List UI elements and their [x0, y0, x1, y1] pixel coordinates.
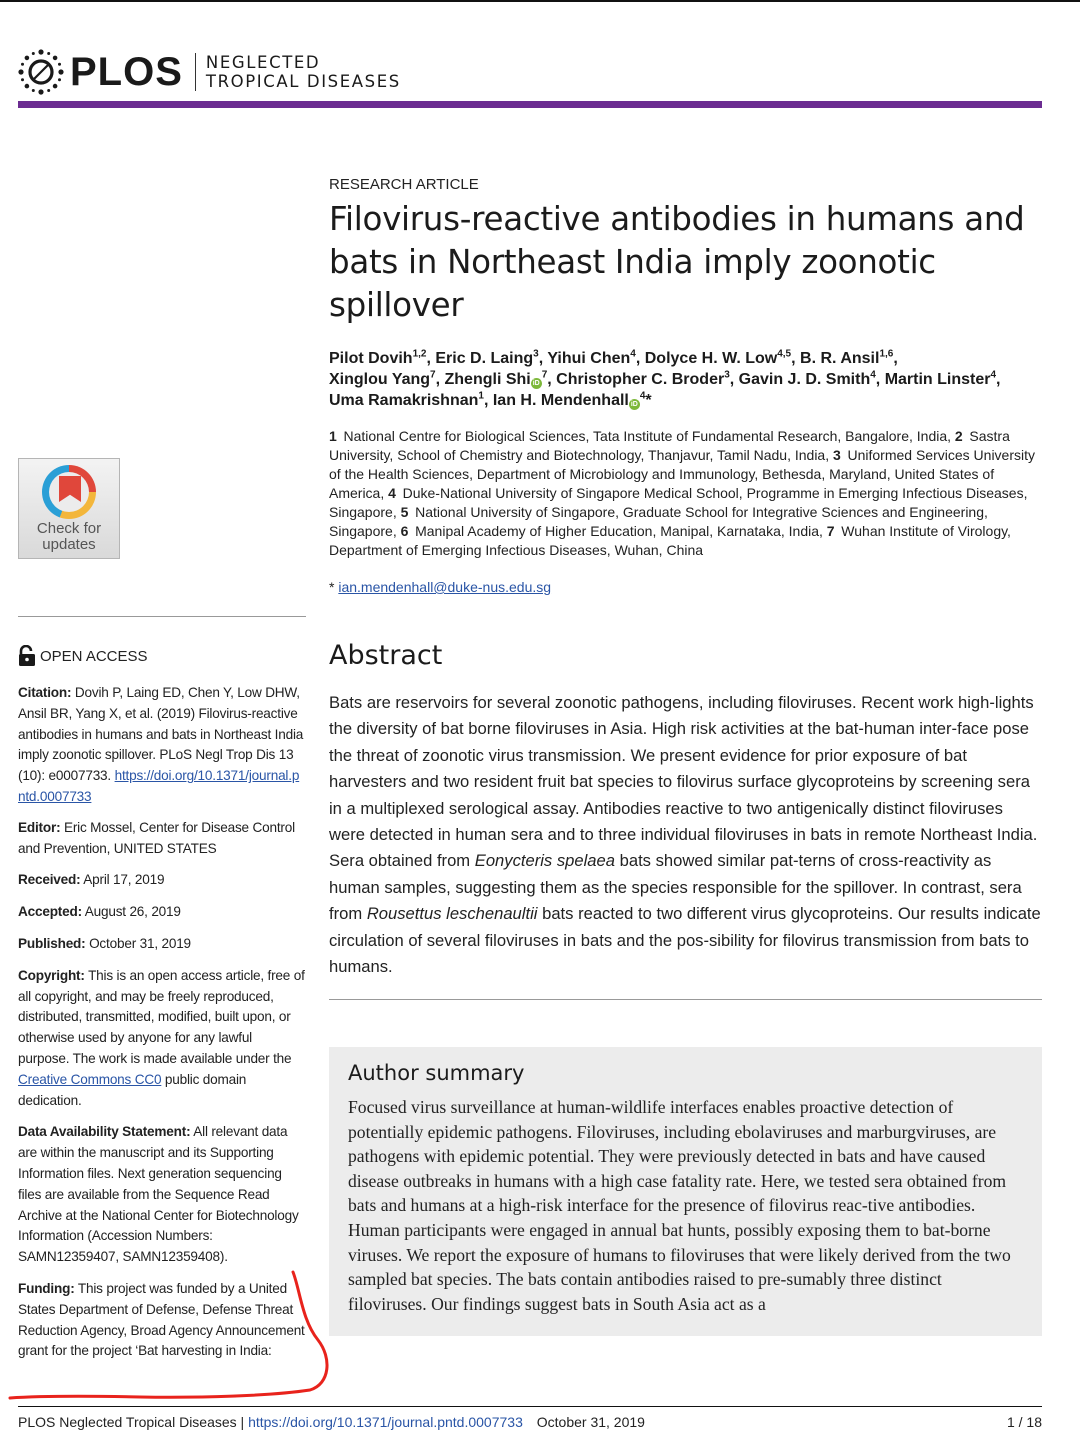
- logo-divider: [195, 53, 196, 91]
- footer-date: October 31, 2019: [536, 1414, 645, 1430]
- author-name[interactable]: Martin Linster: [884, 371, 991, 388]
- author: [556, 371, 738, 388]
- orcid-icon[interactable]: iD: [630, 401, 638, 408]
- correspondence-marker: *: [329, 579, 335, 595]
- publisher-name: PLOS: [70, 49, 183, 94]
- affiliation-text: Wuhan Institute of Virology, Department of Emerging Infectious Diseases, Wuhan, China: [329, 523, 1011, 558]
- author-separator: ,: [426, 350, 436, 367]
- orcid-icon[interactable]: iD: [532, 380, 540, 387]
- affiliation-number: 1: [329, 428, 337, 444]
- affiliation-text: Manipal Academy of Higher Education, Manipal, Karnataka, India,: [415, 523, 823, 539]
- affiliation-ref: 4: [990, 369, 997, 381]
- sidebar-divider: [18, 616, 306, 617]
- affiliation-text: Uniformed Services University of the Health Sciences, Department of Microbiology and Immunology, Bethesda, Maryland, United States of America,: [329, 447, 1035, 501]
- author: [435, 350, 547, 367]
- abstract-heading: Abstract: [329, 640, 443, 671]
- affiliation-ref: 7: [541, 369, 548, 381]
- affiliation-ref: 3: [533, 348, 539, 360]
- journal-logo[interactable]: [18, 44, 401, 100]
- author-separator: ,: [538, 350, 548, 367]
- author-name[interactable]: Dolyce H. W. Low: [644, 350, 778, 367]
- page-footer: [18, 1414, 1042, 1430]
- author-name[interactable]: Yihui Chen: [547, 350, 631, 367]
- author-name[interactable]: Christopher C. Broder: [556, 371, 725, 388]
- editor-block: Editor: Eric Mossel, Center for Disease Control and Prevention, UNITED STATES: [18, 819, 295, 856]
- author-separator: ,: [483, 392, 493, 409]
- top-border: [0, 0, 1080, 2]
- author-separator: ,: [435, 371, 445, 388]
- affiliation-ref: 1,6: [879, 348, 894, 360]
- affiliation: [329, 428, 955, 444]
- author: [329, 392, 493, 409]
- affiliation-ref: 1,2: [412, 348, 427, 360]
- author-summary-heading: Author summary: [348, 1061, 525, 1085]
- open-access-label: [18, 645, 148, 667]
- footer-divider: [18, 1406, 1042, 1407]
- author: [547, 350, 644, 367]
- author: [329, 371, 445, 388]
- affiliation-number: 4: [388, 485, 396, 501]
- abstract-divider: [329, 999, 1042, 1000]
- author-name[interactable]: Zhengli Shi: [444, 371, 531, 388]
- affiliation-text: National University of Singapore, Graduate School for Integrative Sciences and Engineering, Singapore,: [329, 504, 988, 539]
- author: [645, 350, 800, 367]
- open-lock-icon: [18, 645, 36, 667]
- citation-block: Citation: Dovih P, Laing ED, Chen Y, Low DHW, Ansil BR, Yang X, et al. (2019) Filovirus-reactive antibodies in humans and bats in Northeast India imply zoonotic spillover. PLoS Negl Trop Dis 13 (10): e0007733. https://doi.org/10.1371/journal.pntd.0007733: [18, 685, 304, 804]
- funding-block: Funding: This project was funded by a United States Department of Defense, Defense Threat Reduction Agency, Broad Agency Announcement grant for the project ‘Bat harvesting in India:: [18, 1280, 305, 1359]
- author-name[interactable]: B. R. Ansil: [800, 350, 880, 367]
- author-summary-box: [329, 1047, 1042, 1336]
- affiliation-ref: 4,5: [777, 348, 792, 360]
- author-name[interactable]: Xinglou Yang: [329, 371, 431, 388]
- affiliation-ref: 7: [430, 369, 436, 381]
- red-pen-annotation: [0, 1260, 340, 1410]
- affiliation: [401, 523, 827, 539]
- affiliation-text: Sastra University, School of Chemistry and Biotechnology, Thanjavur, Tamil Nadu, India,: [329, 428, 1010, 463]
- journal-name: [206, 53, 401, 91]
- author: [885, 371, 1001, 388]
- affiliation-ref: 3: [724, 369, 730, 381]
- affiliation-number: 2: [954, 428, 963, 444]
- footer-journal: PLOS Neglected Tropical Diseases |: [18, 1414, 245, 1430]
- article-title: Filovirus-reactive antibodies in humans and bats in Northeast India imply zoonotic spillover: [329, 200, 1025, 324]
- journal-name-line1: NEGLECTED: [205, 53, 321, 72]
- author-name[interactable]: Uma Ramakrishnan: [329, 392, 479, 409]
- data-availability-block: Data Availability Statement: All relevant data are within the manuscript and its Supporting Information files. Next generation sequencing files are available from the Sequence Read Archive at the National Center for Biotechnology Information (Accession Numbers: SAMN12359407, SAMN12359408).: [18, 1124, 299, 1265]
- check-for-updates-badge[interactable]: [18, 458, 120, 559]
- affiliation-text: Duke-National University of Singapore Medical School, Programme in Emerging Infectious Diseases, Singapore,: [329, 485, 1028, 520]
- check-for-updates-label: Check for updates: [36, 520, 102, 553]
- citation-doi-link[interactable]: https://doi.org/10.1371/journal.pntd.0007733: [18, 768, 300, 804]
- affiliation-number: 7: [826, 523, 835, 539]
- affiliation-number: 3: [833, 447, 841, 463]
- received-date: Received: April 17, 2019: [18, 872, 165, 888]
- author: [445, 371, 557, 388]
- author-separator: ,: [729, 371, 739, 388]
- journal-color-bar: [18, 101, 1042, 108]
- published-date: Published: October 31, 2019: [18, 935, 191, 951]
- corresponding-email: [329, 579, 551, 595]
- author: [493, 392, 652, 409]
- author-name[interactable]: Ian H. Mendenhall: [492, 392, 629, 409]
- author-separator: ,: [875, 371, 885, 388]
- author: [800, 350, 898, 367]
- email-link[interactable]: ian.mendenhall@duke-nus.edu.sg: [338, 579, 552, 595]
- journal-name-line2: TROPICAL DISEASES: [205, 72, 401, 91]
- author: [329, 350, 435, 367]
- footer-doi-link[interactable]: https://doi.org/10.1371/journal.pntd.0007733: [248, 1414, 523, 1430]
- accepted-date: Accepted: August 26, 2019: [18, 904, 181, 920]
- creative-commons-link[interactable]: Creative Commons CC0: [18, 1071, 162, 1087]
- affiliation-ref: 4: [870, 369, 876, 381]
- article-type: RESEARCH ARTICLE: [329, 176, 479, 193]
- author-separator: *: [645, 392, 652, 409]
- affiliation-ref: 4: [639, 390, 646, 402]
- affiliation-ref: 4: [630, 348, 636, 360]
- species-name: Rousettus leschenaultii: [366, 904, 538, 924]
- species-name: Eonycteris spelaea: [474, 851, 615, 871]
- affiliation-number: 5: [400, 504, 409, 520]
- author-name[interactable]: Gavin J. D. Smith: [738, 371, 871, 388]
- author: [739, 371, 885, 388]
- plos-burst-icon: [18, 49, 64, 95]
- affiliation-number: 6: [400, 523, 409, 539]
- page-number: 1 / 18: [1006, 1414, 1042, 1430]
- author-list: [329, 348, 1049, 411]
- author-name[interactable]: Eric D. Laing: [435, 350, 534, 367]
- author-separator: ,: [547, 371, 557, 388]
- open-access-text: OPEN ACCESS: [40, 647, 148, 665]
- author-separator: ,: [791, 350, 801, 367]
- author-separator: ,: [996, 371, 1001, 388]
- abstract-text: Bats are reservoirs for several zoonotic pathogens, including filoviruses. Recent work high-lights the diversity of bat borne filoviruses in Asia. High risk activities at the bat-human inter-face pose the threat of zoonotic virus transmission. We present evidence for prior exposure of bat harvesters and two resident fruit bat species to filovirus surface glycoproteins by screening sera in a multiplexed serological assay. Antibodies reactive to two antigenically distinct filoviruses were detected in human sera and to three individual filoviruses in bats in remote Northeast India. Sera obtained from Eonycteris spelaea bats showed similar pat-terns of cross-reactivity as human samples, suggesting them as the species responsible for the spillover. In contrast, sera from Rousettus leschenaultii bats reacted to two different virus glycoproteins. Our results indicate circulation of several filoviruses in bats and the pos-sibility for filovirus transmission from bats to humans.: [329, 693, 1041, 977]
- affiliation-text: National Centre for Biological Sciences, Tata Institute of Fundamental Research, Bangalore, India,: [343, 428, 952, 444]
- affiliation-ref: 1: [478, 390, 484, 402]
- affiliation-list: [329, 427, 1044, 560]
- author-separator: ,: [893, 350, 898, 367]
- copyright-block: Copyright: This is an open access article, free of all copyright, and may be freely reproduced, distributed, transmitted, modified, built upon, or otherwise used by anyone for any lawful purpose. The work is made available under the Creative Commons CC0 public domain dedication.: [18, 967, 305, 1108]
- author-name[interactable]: Pilot Dovih: [329, 350, 413, 367]
- author-summary-text: Focused virus surveillance at human-wildlife interfaces enables proactive detection of potentially epidemic pathogens. Filoviruses, including ebolaviruses and marburgviruses, are pathogens with epidemic potential. They were previously detected in bats and have caused disease outbreaks in humans with a high case fatality rate. Here, we tested sera obtained from bats and humans at a high-risk interface for the presence of filovirus reac-tive antibodies. Human participants were engaged in annual bat hunts, possibly exposing them to bat-borne viruses. We report the exposure of humans to filoviruses that were likely derived from the two sampled bat species. The bats contain antibodies raised to pre-sumably three distinct filoviruses. Our findings suggest bats in South Asia act as a: [348, 1097, 1011, 1314]
- author-separator: ,: [635, 350, 645, 367]
